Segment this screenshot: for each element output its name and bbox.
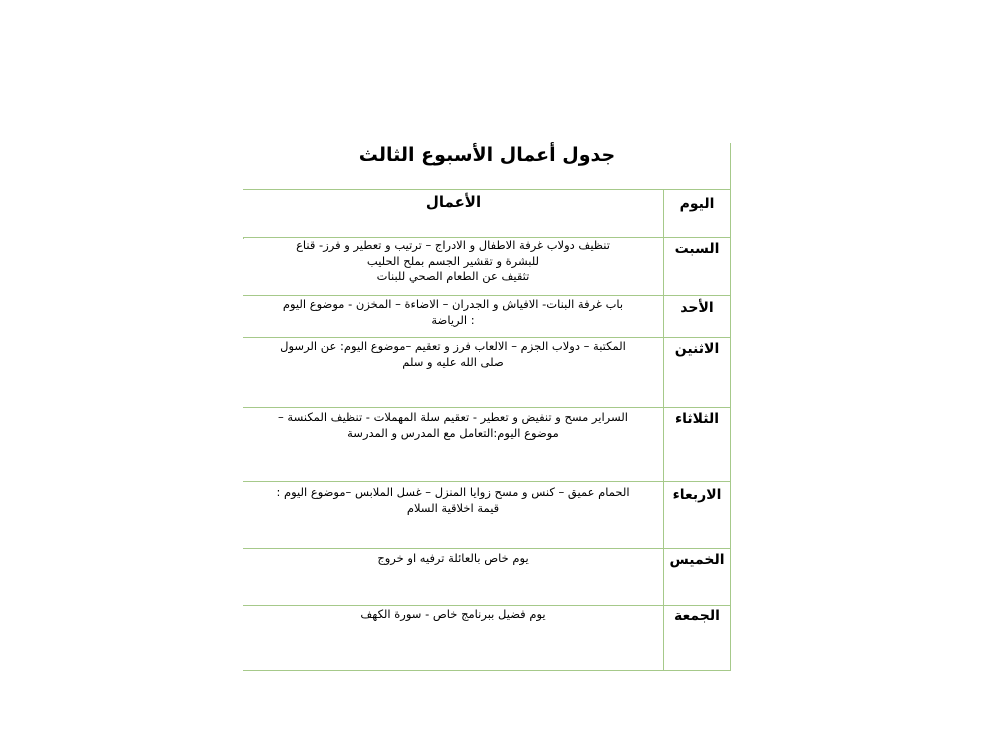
work-line: يوم خاص بالعائلة ترفيه او خروج <box>377 551 529 565</box>
work-line: الحمام عميق – كنس و مسح زوايا المنزل – غسل الملابس –موضوع اليوم : <box>276 485 630 499</box>
row-works-wednesday <box>247 485 659 516</box>
row-works-friday <box>247 607 659 623</box>
work-line: تثقيف عن الطعام الصحي للبنات <box>376 269 530 283</box>
row-works-monday <box>247 339 659 370</box>
table-row-divider <box>243 407 731 408</box>
work-line: : الرياضة <box>431 312 475 327</box>
table-row-divider <box>243 295 731 296</box>
row-day-monday: الاثنين <box>674 341 720 357</box>
work-line: للبشرة و تقشير الجسم بملح الحليب <box>366 253 540 268</box>
table-row-divider <box>243 605 731 606</box>
row-works-saturday <box>247 238 659 285</box>
table-border-day-divider <box>663 189 664 671</box>
row-day-sunday: الأحد <box>680 300 714 316</box>
column-header-day: اليوم <box>679 196 715 212</box>
row-works-thursday <box>247 551 659 567</box>
table-row-divider <box>243 337 731 338</box>
work-line: يوم فضيل ببرنامج خاص - سورة الكهف <box>360 607 546 621</box>
work-line: المكتبة – دولاب الجزم – الالعاب فرز و تعقيم –موضوع اليوم: عن الرسول <box>280 339 626 353</box>
page-title: جدول أعمال الأسبوع الثالث <box>358 144 616 166</box>
table-row-divider <box>243 481 731 482</box>
table-border-top <box>243 189 731 190</box>
work-line: موضوع اليوم:التعامل مع المدرس و المدرسة <box>347 425 559 440</box>
row-day-tuesday: الثلاثاء <box>674 411 720 427</box>
table-row-divider <box>243 548 731 549</box>
work-line: تنظيف دولاب غرفة الاطفال و الادراج – ترتيب و تعطير و فرز- قناع <box>296 238 610 252</box>
work-line: قيمة اخلاقية السلام <box>406 500 500 515</box>
work-line: صلى الله عليه و سلم <box>402 354 504 369</box>
row-day-wednesday: الاربعاء <box>672 487 722 503</box>
row-day-saturday: السبت <box>674 241 720 257</box>
row-day-friday: الجمعة <box>674 608 720 624</box>
row-works-sunday <box>247 297 659 328</box>
work-line: باب غرفة البنات- الافياش و الجدران – الاضاءة – المخزن - موضوع اليوم <box>282 297 624 311</box>
row-day-thursday: الخميس <box>669 552 725 568</box>
work-line: السراير مسح و تنفيض و تعطير - تعقيم سلة المهملات - تنظيف المكنسة – <box>278 410 628 424</box>
row-works-tuesday <box>247 410 659 441</box>
column-header-works: الأعمال <box>425 193 482 211</box>
table-border-bottom <box>243 670 731 671</box>
